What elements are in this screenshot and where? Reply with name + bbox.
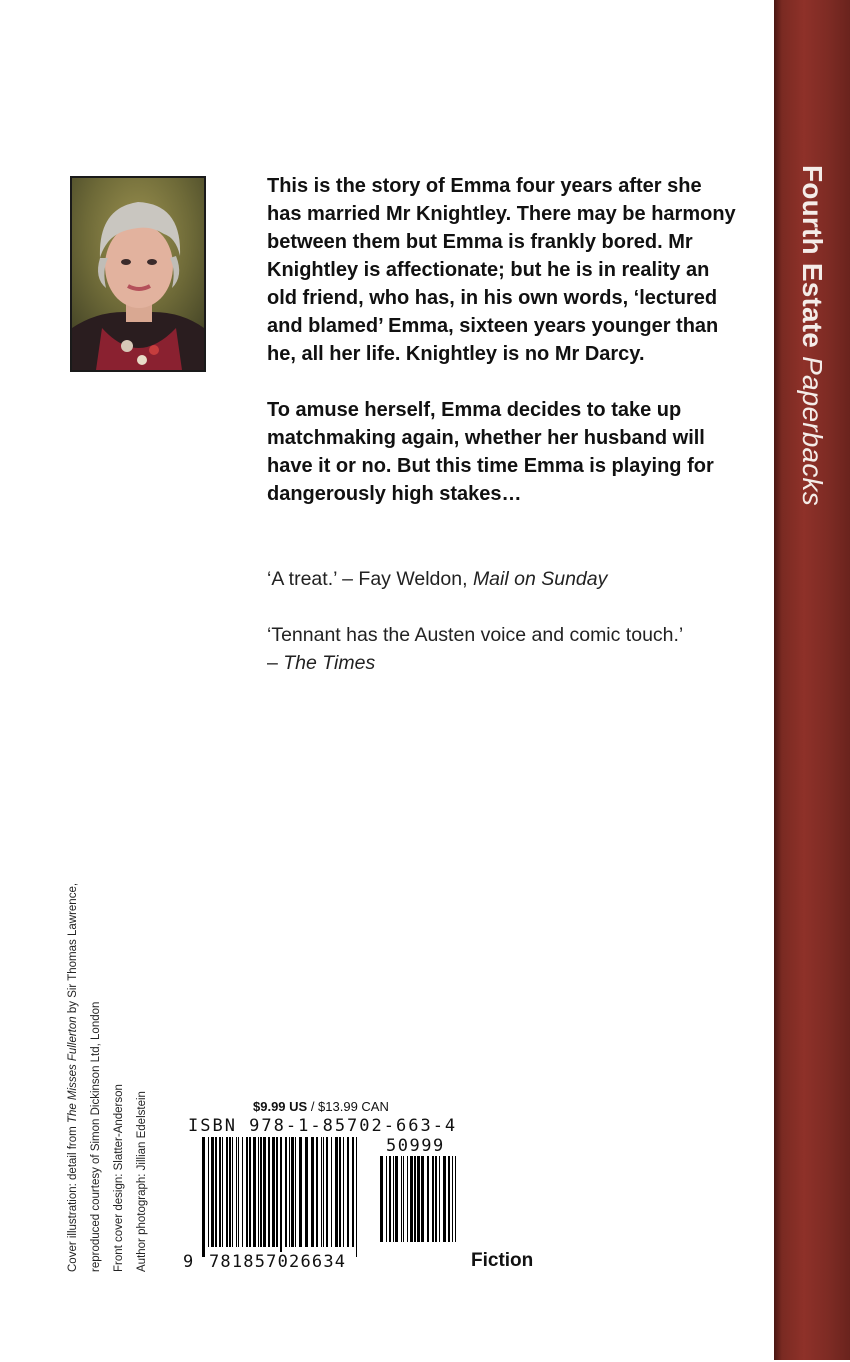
barcode-bar (285, 1137, 287, 1247)
barcode-bar (232, 1137, 233, 1247)
barcode-bar (435, 1156, 437, 1242)
barcode-bar (208, 1137, 209, 1247)
barcode-bar (410, 1156, 413, 1242)
barcode-bar (395, 1156, 398, 1242)
barcode-bar (421, 1156, 424, 1242)
barcode-addon-digits: 50999 (386, 1136, 445, 1156)
barcode-bar (389, 1156, 391, 1242)
publisher-name: Fourth Estate (797, 165, 828, 349)
barcode-bar (242, 1137, 243, 1247)
quote-text: ‘Tennant has the Austen voice and comic touch.’ (267, 624, 684, 646)
barcode-bar (323, 1137, 324, 1247)
addon-barcode-icon (378, 1156, 460, 1252)
barcode-bar (452, 1156, 453, 1242)
barcode-bar (305, 1137, 308, 1247)
barcode-bar (238, 1137, 239, 1247)
barcode-bar (326, 1137, 328, 1247)
genre-label: Fiction (471, 1250, 534, 1271)
barcode-bar (202, 1137, 205, 1257)
credit-text: by Sir Thomas Lawrence, (67, 882, 79, 1017)
barcode-bar (439, 1156, 440, 1242)
barcode-bar (260, 1137, 262, 1247)
barcode-bar (339, 1137, 341, 1247)
credit-text: Front cover design: Slatter-Anderson (113, 1084, 125, 1272)
quote-source: The Times (283, 652, 376, 674)
blurb-paragraph: This is the story of Emma four years after she has married Mr Knightley. There may be harmony between them but Emma is frankly bored. Mr Knightley is affectionate; but he is in reality an old friend, who has, in his own words, ‘lectured and blamed’ Emma, sixteen years younger than he, all her life. Knightley is no Mr Darcy. (267, 175, 736, 365)
barcode-bar (386, 1156, 387, 1242)
barcode-bar (316, 1137, 318, 1247)
price-us: $9.99 US (253, 1099, 308, 1114)
barcode-bar (352, 1137, 354, 1247)
back-cover-blurb (267, 172, 737, 536)
imprint-name: Paperbacks (797, 356, 828, 506)
barcode-bar (380, 1156, 383, 1242)
barcode-bar (253, 1137, 256, 1247)
barcode-bar (356, 1137, 357, 1257)
barcode-bar (249, 1137, 251, 1247)
barcode-bar (291, 1137, 294, 1247)
quote-dash: – (267, 652, 284, 674)
barcode-bar (448, 1156, 450, 1242)
barcode-bar (311, 1137, 314, 1247)
price-label (253, 1099, 389, 1114)
barcode-bar (321, 1137, 322, 1247)
barcode-bar (280, 1137, 282, 1257)
barcode-bar (295, 1137, 296, 1247)
barcode-bar (403, 1156, 404, 1242)
barcode-bar (268, 1137, 270, 1247)
barcode-bar (226, 1137, 228, 1247)
review-quote (267, 565, 747, 593)
barcode-bar (246, 1137, 248, 1247)
barcode-bar (347, 1137, 349, 1247)
author-portrait-icon (72, 178, 204, 370)
barcode-bar (215, 1137, 217, 1247)
quote-source: Mail on Sunday (472, 568, 608, 590)
barcode-bar (276, 1137, 278, 1247)
credit-text: Author photograph: Jillian Edelstein (136, 1091, 148, 1272)
isbn-label: ISBN 978-1-85702-663-4 (188, 1116, 458, 1136)
author-photo (70, 176, 206, 372)
isbn-barcode-icon (200, 1137, 362, 1257)
barcode-bar (289, 1137, 290, 1247)
barcode-bar (263, 1137, 266, 1247)
credit-text: reproduced courtesy of Simon Dickinson Ltd, London (90, 1001, 102, 1272)
review-quote (267, 621, 747, 677)
blurb-paragraph: To amuse herself, Emma decides to take up matchmaking again, whether her husband will have it or no. But this time Emma is playing for dangerously high stakes… (267, 399, 714, 505)
barcode-bar (414, 1156, 416, 1242)
price-can: / $13.99 CAN (307, 1099, 389, 1114)
quote-text: ‘A treat.’ – Fay Weldon, (267, 568, 473, 590)
barcode-bar (331, 1137, 332, 1247)
barcode-bar (222, 1137, 223, 1247)
barcode-bar (401, 1156, 402, 1242)
barcode-bar (211, 1137, 214, 1247)
barcode-bar (417, 1156, 420, 1242)
barcode-digit: 9 (183, 1252, 194, 1272)
barcode-bar (432, 1156, 434, 1242)
credit-title: The Misses Fullerton (67, 1016, 79, 1124)
barcode-bar (299, 1137, 302, 1247)
spine-publisher-label (790, 165, 830, 505)
barcode-bar (407, 1156, 408, 1242)
barcode-bar (393, 1156, 394, 1242)
barcode-bar (272, 1137, 275, 1247)
barcode-bar (219, 1137, 221, 1247)
barcode-bar (236, 1137, 237, 1247)
barcode-bar (455, 1156, 456, 1242)
barcode-bar (258, 1137, 259, 1247)
barcode-bar (229, 1137, 231, 1247)
barcode-bar (427, 1156, 429, 1242)
barcode-bar (443, 1156, 446, 1242)
barcode-bar (343, 1137, 344, 1247)
barcode-bar (335, 1137, 338, 1247)
credit-text: Cover illustration: detail from (67, 1123, 79, 1272)
barcode-digits: 781857026634 (206, 1252, 349, 1272)
